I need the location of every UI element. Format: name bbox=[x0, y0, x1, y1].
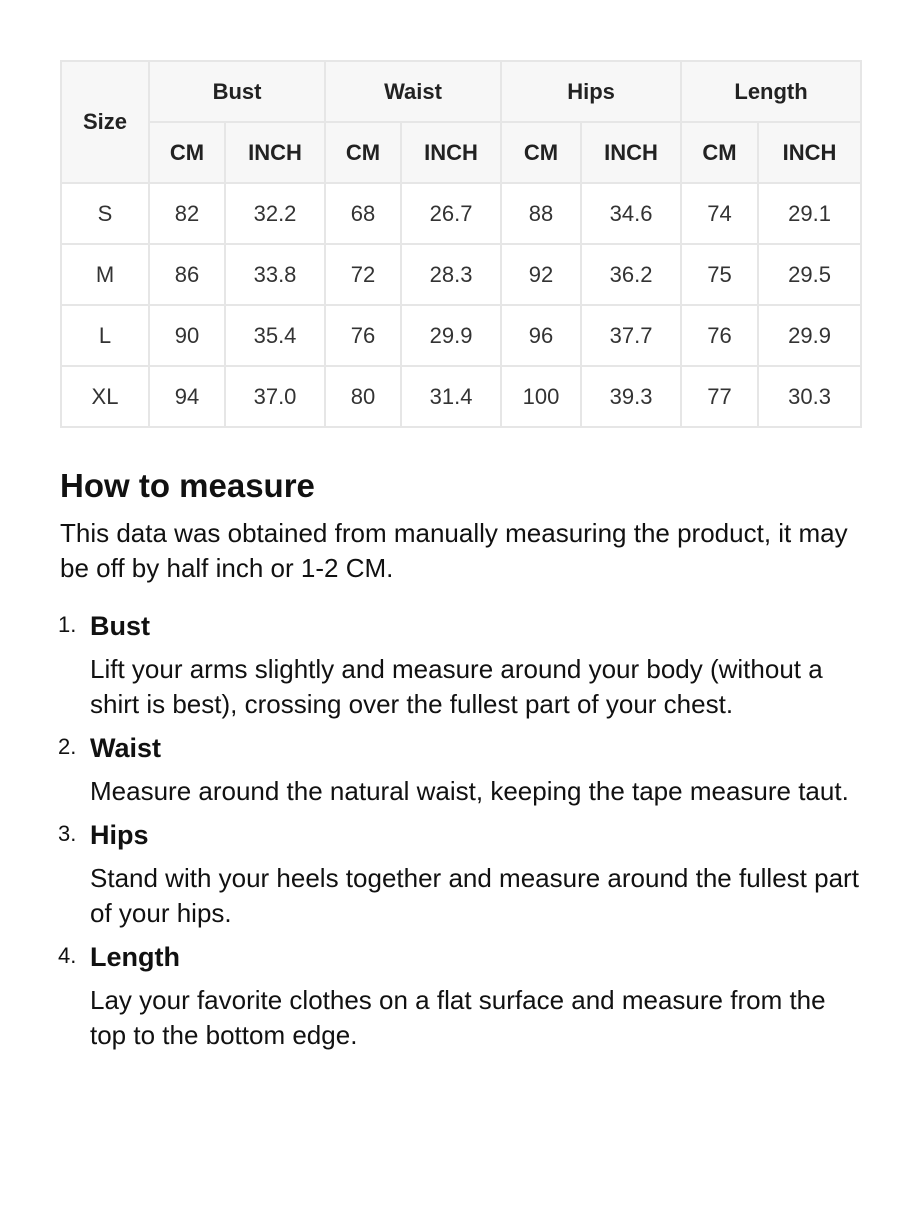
table-cell: 29.1 bbox=[758, 183, 861, 244]
table-body bbox=[61, 183, 861, 427]
table-cell: 35.4 bbox=[225, 305, 325, 366]
group-header-hips: Hips bbox=[501, 61, 681, 122]
list-item bbox=[60, 608, 860, 722]
size-chart-table bbox=[60, 60, 862, 428]
how-to-measure-heading: How to measure bbox=[60, 467, 315, 504]
list-item bbox=[60, 939, 860, 1053]
unit-header: INCH bbox=[401, 122, 501, 183]
table-cell: 74 bbox=[681, 183, 758, 244]
table-cell: 32.2 bbox=[225, 183, 325, 244]
measurement-note: This data was obtained from manually measuring the product, it may be off by half inch or 1-2 CM. bbox=[60, 517, 848, 583]
table-cell: 37.7 bbox=[581, 305, 681, 366]
unit-header: CM bbox=[325, 122, 401, 183]
table-cell: 77 bbox=[681, 366, 758, 427]
group-header-length: Length bbox=[681, 61, 861, 122]
step-number: 2. bbox=[58, 733, 77, 759]
step-description: Lift your arms slightly and measure around your body (without a shirt is best), crossing over the fullest part of your chest. bbox=[90, 653, 823, 719]
step-number: 3. bbox=[58, 820, 77, 846]
unit-header: CM bbox=[501, 122, 581, 183]
step-description: Stand with your heels together and measure around the fullest part of your hips. bbox=[90, 862, 859, 928]
table-cell: 39.3 bbox=[581, 366, 681, 427]
table-cell: 96 bbox=[501, 305, 581, 366]
size-cell: M bbox=[61, 244, 149, 305]
table-cell: 80 bbox=[325, 366, 401, 427]
unit-header-row bbox=[61, 122, 861, 183]
table-row bbox=[61, 244, 861, 305]
size-column-header: Size bbox=[61, 61, 149, 183]
table-cell: 34.6 bbox=[581, 183, 681, 244]
table-cell: 37.0 bbox=[225, 366, 325, 427]
step-description: Lay your favorite clothes on a flat surface and measure from the top to the bottom edge. bbox=[90, 984, 826, 1050]
table-row bbox=[61, 305, 861, 366]
table-cell: 75 bbox=[681, 244, 758, 305]
group-header-waist: Waist bbox=[325, 61, 501, 122]
unit-header: INCH bbox=[758, 122, 861, 183]
size-cell: S bbox=[61, 183, 149, 244]
table-cell: 88 bbox=[501, 183, 581, 244]
table-cell: 94 bbox=[149, 366, 225, 427]
measure-steps-list bbox=[60, 608, 860, 1053]
unit-header: CM bbox=[149, 122, 225, 183]
table-header bbox=[61, 61, 861, 183]
step-number: 1. bbox=[58, 611, 77, 637]
size-cell: L bbox=[61, 305, 149, 366]
step-title: Hips bbox=[90, 819, 149, 850]
table-cell: 29.9 bbox=[401, 305, 501, 366]
step-description: Measure around the natural waist, keeping the tape measure taut. bbox=[90, 775, 849, 806]
step-title: Length bbox=[90, 941, 180, 972]
list-item bbox=[60, 730, 860, 809]
unit-header: INCH bbox=[581, 122, 681, 183]
group-header-bust: Bust bbox=[149, 61, 325, 122]
table-cell: 76 bbox=[681, 305, 758, 366]
unit-header: CM bbox=[681, 122, 758, 183]
table-row bbox=[61, 366, 861, 427]
step-title: Bust bbox=[90, 610, 150, 641]
table-cell: 31.4 bbox=[401, 366, 501, 427]
table-cell: 33.8 bbox=[225, 244, 325, 305]
table-cell: 82 bbox=[149, 183, 225, 244]
table-cell: 28.3 bbox=[401, 244, 501, 305]
step-title: Waist bbox=[90, 732, 162, 763]
table-cell: 29.5 bbox=[758, 244, 861, 305]
table-cell: 90 bbox=[149, 305, 225, 366]
size-guide-page bbox=[60, 60, 860, 1061]
table-cell: 76 bbox=[325, 305, 401, 366]
table-cell: 68 bbox=[325, 183, 401, 244]
unit-header: INCH bbox=[225, 122, 325, 183]
table-cell: 72 bbox=[325, 244, 401, 305]
group-header-row bbox=[61, 61, 861, 122]
list-item bbox=[60, 817, 860, 931]
table-cell: 100 bbox=[501, 366, 581, 427]
table-row bbox=[61, 183, 861, 244]
size-cell: XL bbox=[61, 366, 149, 427]
table-cell: 92 bbox=[501, 244, 581, 305]
table-cell: 26.7 bbox=[401, 183, 501, 244]
step-number: 4. bbox=[58, 942, 77, 968]
table-cell: 29.9 bbox=[758, 305, 861, 366]
table-cell: 36.2 bbox=[581, 244, 681, 305]
table-cell: 30.3 bbox=[758, 366, 861, 427]
table-cell: 86 bbox=[149, 244, 225, 305]
